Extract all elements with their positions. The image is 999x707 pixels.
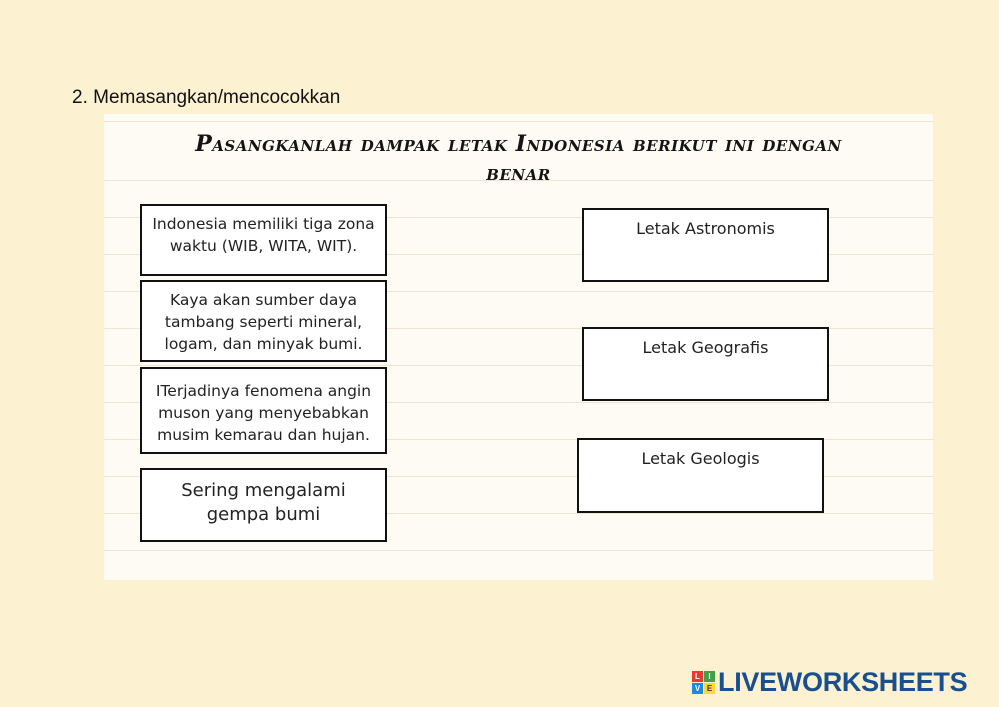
answer-card-geografis[interactable] [582, 327, 829, 401]
worksheet-title [104, 130, 933, 188]
logo-mark-icon [692, 671, 715, 694]
answer-card-label: Letak Geografis [642, 338, 769, 357]
statement-card-text: Indonesia memiliki tiga zona waktu (WIB, WITA, WIT). [152, 215, 375, 255]
question-label: 2. Memasangkan/mencocokkan [72, 87, 341, 108]
worksheet-title-line-1: Pasangkanlah dampak letak Indonesia berikut ini dengan [195, 131, 842, 157]
statement-card-text: Sering mengalami gempa bumi [181, 480, 346, 525]
statement-card-earthquakes[interactable] [140, 468, 387, 542]
statement-card-text: ITerjadinya fenomena angin muson yang menyebabkan musim kemarau dan hujan. [155, 382, 372, 444]
logo-letter: V [692, 683, 703, 694]
logo-text: LIVEWORKSHEETS [718, 666, 968, 697]
answer-card-astronomis[interactable] [582, 208, 829, 282]
logo-letter: I [704, 671, 715, 682]
logo-letter: L [692, 671, 703, 682]
statement-card-time-zones[interactable] [140, 204, 387, 276]
worksheet-area [104, 114, 933, 580]
answer-card-label: Letak Geologis [641, 449, 760, 468]
liveworksheets-logo [692, 667, 967, 697]
statement-card-monsoon[interactable] [140, 367, 387, 454]
statement-card-mining-resources[interactable] [140, 280, 387, 362]
statement-card-text: Kaya akan sumber daya tambang seperti mineral, logam, dan minyak bumi. [164, 291, 363, 353]
answer-card-label: Letak Astronomis [636, 219, 775, 238]
worksheet-title-line-2: benar [486, 160, 551, 186]
logo-letter: E [704, 683, 715, 694]
answer-card-geologis[interactable] [577, 438, 824, 513]
